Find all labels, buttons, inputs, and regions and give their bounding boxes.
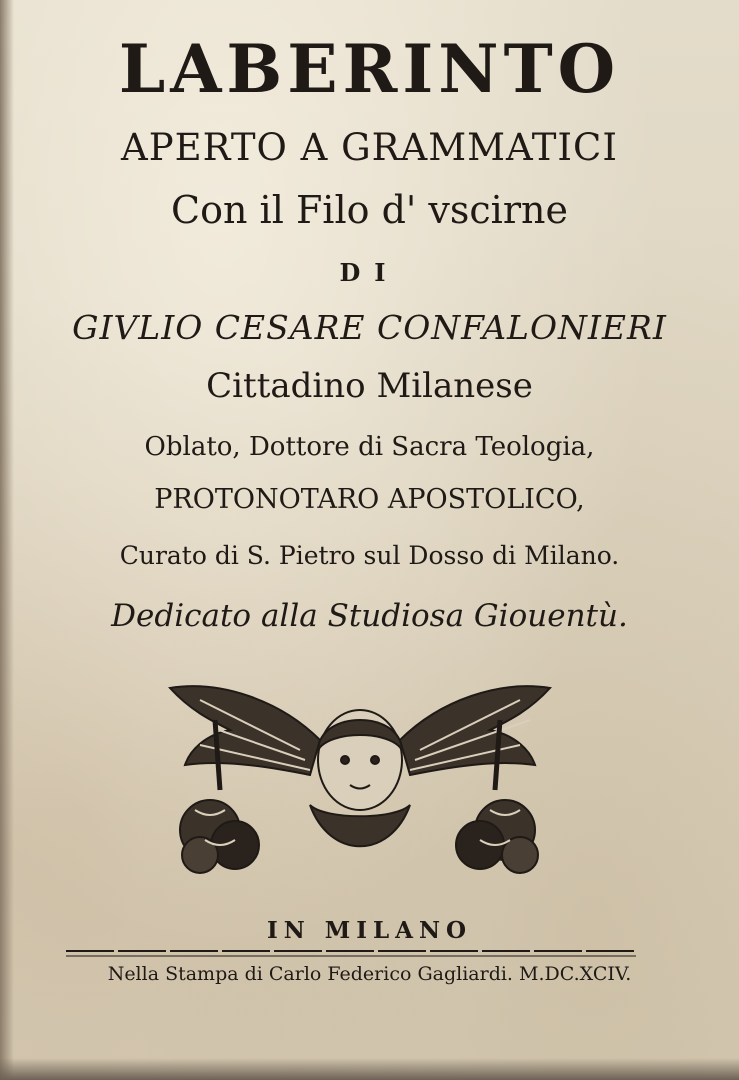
ornamental-rule-icon (66, 948, 636, 958)
book-subtitle-2: Con il Filo d' vscirne (171, 188, 568, 232)
page-bottom-edge (0, 1058, 739, 1080)
author-role-2: PROTONOTARO APOSTOLICO, (154, 484, 585, 515)
book-subtitle: APERTO A GRAMMATICI (121, 126, 618, 169)
author-citizenship: Cittadino Milanese (206, 366, 533, 406)
author-role-3: Curato di S. Pietro sul Dosso di Milano. (119, 541, 620, 570)
author-name: GIVLIO CESARE CONFALONIERI (72, 308, 667, 347)
author-role-1: Oblato, Dottore di Sacra Teologia, (144, 432, 595, 462)
imprint-place: IN MILANO (266, 917, 473, 944)
book-title: LABERINTO (118, 30, 621, 108)
imprint-printer: Nella Stampa di Carlo Federico Gagliardi. M.DC.XCIV. (107, 963, 632, 985)
by-line: DI (339, 258, 400, 287)
dedication: Dedicato alla Studiosa Giouentù. (111, 598, 628, 634)
winged-cherub-ornament-icon (160, 680, 560, 890)
